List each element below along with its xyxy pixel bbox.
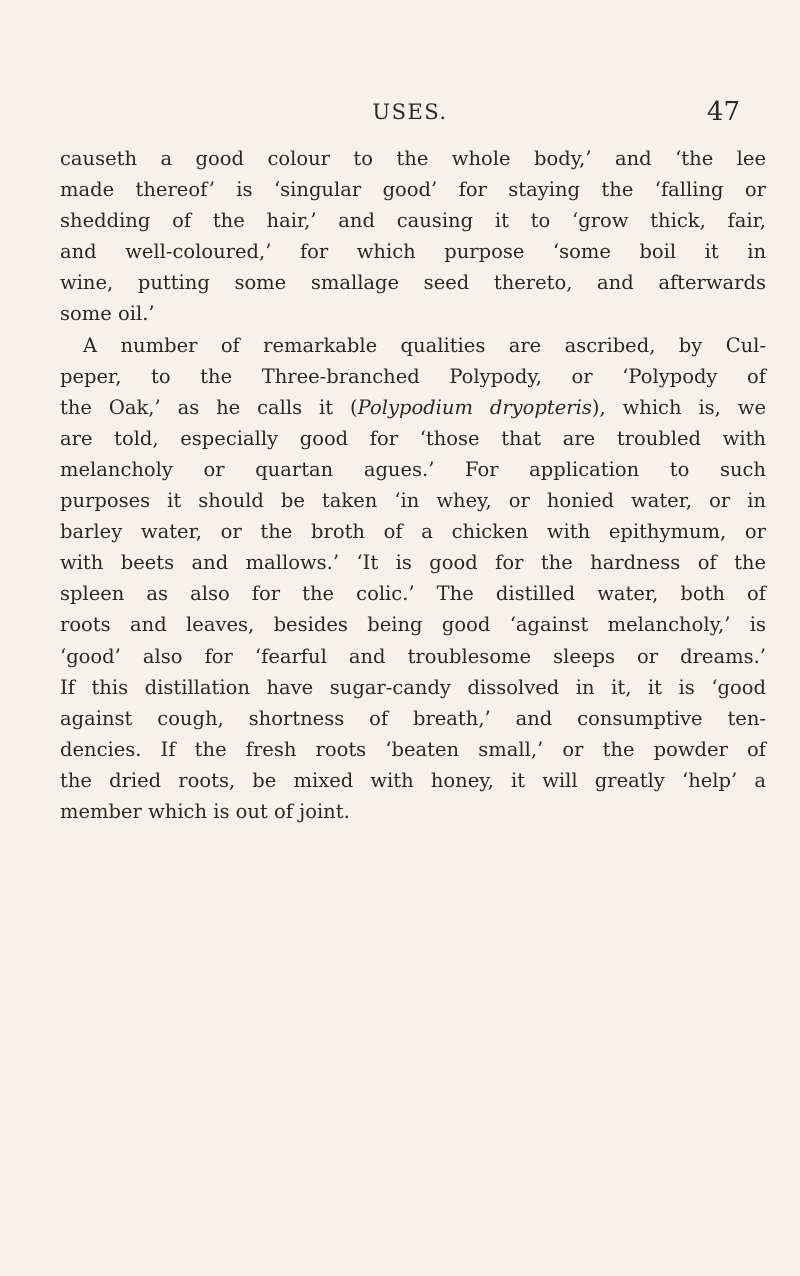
text-line: If this distillation have sugar-candy dissolved in it, it is ‘good	[60, 675, 766, 699]
text-line: melancholy or quartan agues.’ For application to such	[60, 457, 766, 481]
text-line: A number of remarkable qualities are ascribed, by Cul-	[83, 333, 766, 357]
text-line: against cough, shortness of breath,’ and consumptive ten-	[60, 706, 766, 730]
text-line: spleen as also for the colic.’ The distilled water, both of	[60, 582, 766, 606]
text-segment: ), which is, we	[591, 395, 767, 419]
page-number: 47	[706, 97, 740, 127]
latin-species-name: Polypodium dryopteris	[357, 395, 592, 419]
text-line: member which is out of joint.	[60, 799, 350, 823]
text-line: and well-coloured,’ for which purpose ‘some boil it in	[60, 240, 766, 264]
text-segment: the Oak,’ as he calls it (	[60, 395, 358, 419]
body-text	[60, 143, 766, 827]
text-line: wine, putting some smallage seed thereto, and afterwards	[60, 271, 766, 295]
text-line: are told, especially good for ‘those that are troubled with	[60, 426, 766, 450]
running-head	[60, 97, 760, 134]
text-line: purposes it should be taken ‘in whey, or honied water, or in	[60, 489, 766, 513]
text-line: causeth a good colour to the whole body,’ and ‘the lee	[60, 147, 766, 170]
text-line: dencies. If the fresh roots ‘beaten small,’ or the powder of	[60, 737, 766, 761]
text-line: some oil.’	[60, 302, 155, 326]
text-line: roots and leaves, besides being good ‘against melancholy,’ is	[60, 613, 766, 637]
running-title: USES.	[372, 100, 448, 124]
text-line: barley water, or the broth of a chicken with epithymum, or	[60, 520, 766, 544]
text-line: with beets and mallows.’ ‘It is good for the hardness of the	[60, 551, 766, 575]
text-line: ‘good’ also for ‘fearful and troublesome sleeps or dreams.’	[60, 644, 766, 668]
text-line: made thereof’ is ‘singular good’ for staying the ‘falling or	[60, 178, 766, 202]
text-line: peper, to the Three-branched Polypody, or ‘Polypody of	[60, 364, 766, 388]
text-line-with-italic	[60, 392, 766, 423]
text-line: the dried roots, be mixed with honey, it will greatly ‘help’ a	[60, 768, 766, 792]
text-line: shedding of the hair,’ and causing it to ‘grow thick, fair,	[60, 209, 766, 233]
